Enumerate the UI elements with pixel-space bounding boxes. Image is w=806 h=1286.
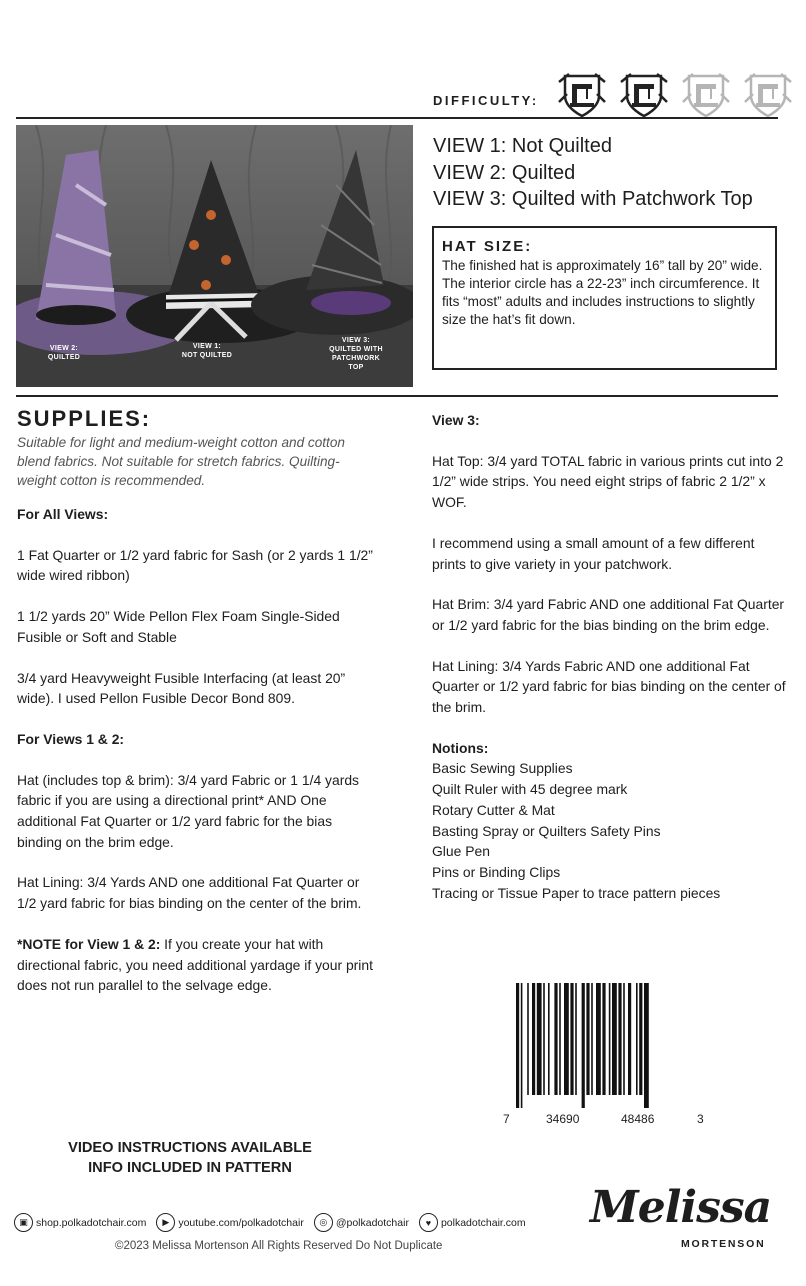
barcode-bar [628, 983, 631, 1095]
difficulty-rating [433, 72, 793, 118]
top-divider [16, 117, 778, 119]
barcode-digit-first: 7 [503, 1112, 510, 1126]
barcode-bar [564, 983, 569, 1095]
middle-divider [16, 395, 778, 397]
barcode-bar [527, 983, 529, 1095]
footer-link-youtube[interactable]: ▶ youtube.com/polkadotchair [156, 1213, 304, 1232]
supplies-title: SUPPLIES: [17, 406, 152, 431]
barcode-bar [543, 983, 545, 1095]
barcode-bar [639, 983, 642, 1095]
barcode-digits-right: 48486 [621, 1112, 655, 1126]
sewing-machine-shield-icon [557, 72, 607, 118]
views12-heading: For Views 1 & 2: [17, 730, 125, 747]
supply-foam: 1 1/2 yards 20” Wide Pellon Flex Foam Single-Sided Fusible or Soft and Stable [17, 608, 340, 645]
barcode-digit-last: 3 [697, 1112, 704, 1126]
supply-hat: Hat (includes top & brim): 3/4 yard Fabric or 1 1/4 yards fabric if you are using a directional print* AND One additional Fat Quarter or 1/2 yard fabric for the bias binding on the brim edge. [17, 771, 360, 850]
barcode-bar [596, 983, 601, 1095]
footer-link-shop[interactable]: ▣ shop.polkadotchair.com [14, 1213, 146, 1232]
upc-barcode [514, 983, 692, 1108]
footer-link-website[interactable]: ♥ polkadotchair.com [419, 1213, 526, 1232]
difficulty-label: DIFFICULTY: [433, 92, 539, 108]
logo-script: Melissa [590, 1182, 772, 1233]
supply-sash: 1 Fat Quarter or 1/2 yard fabric for Sash (or 2 yards 1 1/2” wide wired ribbon) [17, 546, 373, 584]
shop-bag-icon: ▣ [14, 1213, 33, 1232]
notions-heading: Notions: [432, 739, 489, 756]
footer-links [14, 1213, 536, 1232]
notion-item: Basting Spray or Quilters Safety Pins [432, 822, 661, 839]
view3-hat-top: Hat Top: 3/4 yard TOTAL fabric in various prints cut into 2 1/2” wide strips. You need eight strips of fabric 2 1/2” x WOF. [432, 452, 784, 511]
barcode-bar [609, 983, 611, 1095]
notion-item: Pins or Binding Clips [432, 863, 561, 880]
barcode-bar [612, 983, 617, 1095]
barcode-bar [516, 983, 519, 1108]
notion-item: Glue Pen [432, 843, 490, 860]
supply-hat-lining: Hat Lining: 3/4 Yards AND one additional Fat Quarter or 1/2 yard fabric for bias binding on the center of the brim. [17, 874, 362, 912]
supplies-intro: Suitable for light and medium-weight cotton and cotton blend fabrics. Not suitable for stretch fabrics. Quilting-weight cotton is recommended. [17, 435, 345, 488]
barcode-bar [554, 983, 557, 1095]
view-2: VIEW 2: Quilted [433, 161, 576, 184]
hat-size-title: HAT SIZE: [442, 238, 533, 255]
view3-hat-lining: Hat Lining: 3/4 Yards Fabric AND one additional Fat Quarter or 1/2 yard fabric for bias binding on the center of the brim. [432, 657, 786, 716]
notion-item: Basic Sewing Supplies [432, 760, 573, 777]
view-list [433, 133, 753, 213]
barcode-bar [532, 983, 535, 1095]
caption-view1: VIEW 1: NOT QUILTED [181, 343, 233, 359]
notion-item: Tracing or Tissue Paper to trace pattern pieces [432, 884, 721, 901]
barcode-bar [644, 983, 649, 1108]
directional-note: *NOTE for View 1 & 2: If you create your hat with directional fabric, you need additional yardage if your print does not run parallel to the selvage edge. [17, 935, 373, 994]
view3-heading: View 3: [432, 412, 480, 428]
barcode-bar [591, 983, 593, 1095]
view3-hat-brim: Hat Brim: 3/4 yard Fabric AND one additional Fat Quarter or 1/2 yard fabric for the bias binding on the brim edge. [432, 596, 785, 633]
hat-size-text: The finished hat is approximately 16” tall by 20” wide. The interior circle has a 22-23” inch circumference. It fits “most” adults and includes instructions to slightly size the hat’s fit down. [442, 258, 763, 327]
caption-view2: VIEW 2: QUILTED [47, 345, 81, 361]
view-3: VIEW 3: Quilted with Patchwork Top [433, 188, 753, 210]
supplies-column [17, 405, 377, 1016]
brand-logo [590, 1182, 785, 1262]
logo-subtitle: MORTENSON [681, 1238, 766, 1250]
view3-recommend: I recommend using a small amount of a few different prints to give variety in your patchwork. [432, 534, 755, 572]
sewing-machine-shield-icon [743, 72, 793, 118]
notions-list [432, 758, 787, 903]
all-views-heading: For All Views: [17, 506, 109, 522]
barcode-bar [618, 983, 621, 1095]
sewing-machine-shield-icon [619, 72, 669, 118]
youtube-icon: ▶ [156, 1213, 175, 1232]
barcode-bar [570, 983, 573, 1095]
barcode-digits-left: 34690 [546, 1112, 580, 1126]
heart-icon: ♥ [419, 1213, 438, 1232]
video-notice: VIDEO INSTRUCTIONS AVAILABLE INFO INCLUDED IN PATTERN [68, 1140, 312, 1176]
instagram-icon: ◎ [314, 1213, 333, 1232]
barcode-bar [521, 983, 523, 1108]
caption-view3: VIEW 3: QUILTED WITH PATCHWORK TOP [329, 337, 383, 371]
barcode-bar [575, 983, 577, 1095]
hat-size-box [432, 226, 777, 370]
barcode-bar [537, 983, 542, 1095]
view3-column [432, 410, 787, 903]
barcode-bar [559, 983, 561, 1095]
barcode-bar [602, 983, 605, 1095]
witch-hats-photo [16, 125, 413, 387]
copyright: ©2023 Melissa Mortenson All Rights Reserved Do Not Duplicate [115, 1240, 443, 1252]
notion-item: Rotary Cutter & Mat [432, 801, 555, 818]
barcode-bar [586, 983, 589, 1095]
sewing-machine-shield-icon [681, 72, 731, 118]
barcode-bar [623, 983, 625, 1095]
barcode-bar [582, 983, 585, 1108]
footer-link-instagram[interactable]: ◎ @polkadotchair [314, 1213, 409, 1232]
notion-item: Quilt Ruler with 45 degree mark [432, 781, 628, 798]
barcode-bar [548, 983, 550, 1095]
view-1: VIEW 1: Not Quilted [433, 135, 612, 157]
barcode-bar [636, 983, 638, 1095]
supply-interfacing: 3/4 yard Heavyweight Fusible Interfacing (at least 20” wide). I used Pellon Fusible Decor Bond 809. [17, 669, 346, 707]
